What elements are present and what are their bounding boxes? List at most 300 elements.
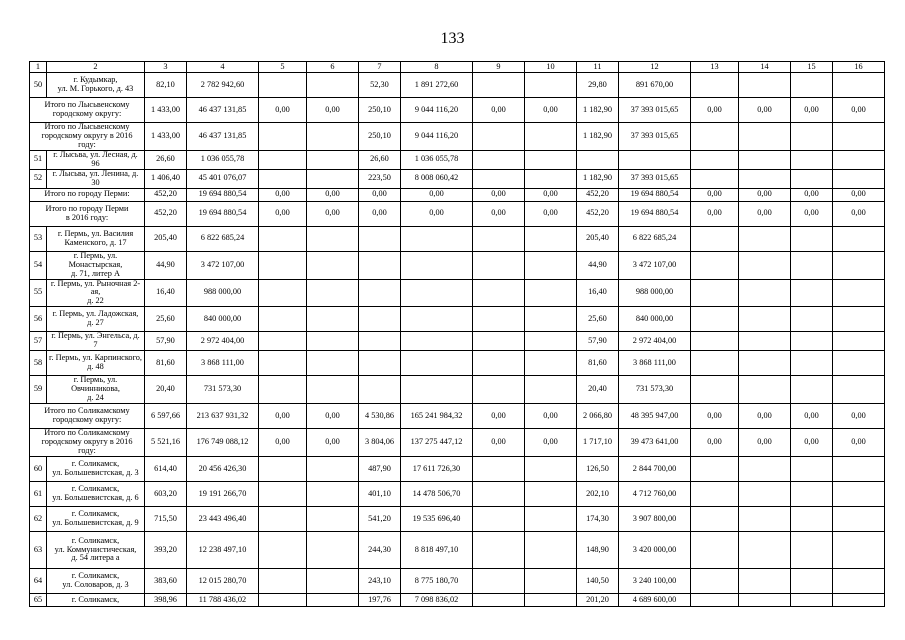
value-cell — [691, 150, 739, 169]
value-cell: 81,60 — [577, 351, 619, 376]
table-row — [30, 279, 885, 307]
value-cell — [473, 73, 525, 98]
value-cell — [473, 150, 525, 169]
value-cell: 0,00 — [739, 98, 791, 123]
value-cell — [359, 332, 401, 351]
value-cell — [525, 482, 577, 507]
row-number-cell: 61 — [30, 482, 47, 507]
value-cell — [833, 351, 885, 376]
value-cell — [739, 332, 791, 351]
value-cell — [739, 226, 791, 251]
row-number-cell: 51 — [30, 150, 47, 169]
value-cell: 23 443 496,40 — [187, 507, 259, 532]
value-cell — [259, 594, 307, 607]
value-cell — [307, 376, 359, 404]
value-cell: 16,40 — [577, 279, 619, 307]
value-cell — [791, 482, 833, 507]
value-cell — [833, 532, 885, 569]
value-cell — [473, 507, 525, 532]
row-number-cell: 60 — [30, 457, 47, 482]
value-cell — [833, 279, 885, 307]
value-cell: 393,20 — [145, 532, 187, 569]
value-cell — [833, 123, 885, 151]
value-cell — [791, 569, 833, 594]
value-cell: 243,10 — [359, 569, 401, 594]
value-cell: 0,00 — [791, 201, 833, 226]
value-cell — [833, 226, 885, 251]
header-cell: 7 — [359, 62, 401, 73]
address-cell: г. Соликамск, ул. Коммунистическая, д. 54 литера а — [47, 532, 145, 569]
value-cell — [791, 73, 833, 98]
value-cell — [791, 351, 833, 376]
value-cell: 1 406,40 — [145, 169, 187, 188]
value-cell — [791, 169, 833, 188]
value-cell: 46 437 131,85 — [187, 98, 259, 123]
address-cell: г. Лысьва, ул. Ленина, д. 30 — [47, 169, 145, 188]
value-cell: 2 844 700,00 — [619, 457, 691, 482]
value-cell — [259, 482, 307, 507]
value-cell — [739, 150, 791, 169]
value-cell — [791, 507, 833, 532]
value-cell — [525, 279, 577, 307]
address-cell: г. Пермь, ул. Монастырская, д. 71, литер А — [47, 251, 145, 279]
value-cell: 82,10 — [145, 73, 187, 98]
value-cell — [791, 123, 833, 151]
value-cell: 0,00 — [259, 404, 307, 429]
value-cell: 19 694 880,54 — [619, 201, 691, 226]
value-cell — [259, 251, 307, 279]
value-cell: 0,00 — [307, 404, 359, 429]
value-cell — [259, 307, 307, 332]
value-cell: 8 818 497,10 — [401, 532, 473, 569]
value-cell: 26,60 — [359, 150, 401, 169]
total-label-cell: Итого по Соликамскому городскому округу: — [30, 404, 145, 429]
value-cell — [307, 150, 359, 169]
page-number: 133 — [440, 30, 465, 47]
value-cell: 12 015 280,70 — [187, 569, 259, 594]
value-cell: 0,00 — [791, 98, 833, 123]
value-cell — [473, 123, 525, 151]
value-cell — [525, 251, 577, 279]
value-cell: 4 689 600,00 — [619, 594, 691, 607]
value-cell: 0,00 — [259, 201, 307, 226]
value-cell: 39 473 641,00 — [619, 429, 691, 457]
value-cell — [259, 226, 307, 251]
value-cell: 3 472 107,00 — [619, 251, 691, 279]
value-cell: 26,60 — [145, 150, 187, 169]
value-cell: 0,00 — [691, 98, 739, 123]
table-row — [30, 457, 885, 482]
table-row — [30, 507, 885, 532]
value-cell — [473, 169, 525, 188]
value-cell: 244,30 — [359, 532, 401, 569]
value-cell: 3 420 000,00 — [619, 532, 691, 569]
value-cell — [833, 376, 885, 404]
table-row — [30, 73, 885, 98]
value-cell: 48 395 947,00 — [619, 404, 691, 429]
value-cell: 19 694 880,54 — [619, 188, 691, 201]
value-cell — [833, 150, 885, 169]
value-cell — [525, 73, 577, 98]
value-cell — [577, 150, 619, 169]
value-cell: 731 573,30 — [619, 376, 691, 404]
value-cell — [307, 594, 359, 607]
value-cell — [401, 279, 473, 307]
value-cell: 0,00 — [525, 188, 577, 201]
value-cell: 6 822 685,24 — [187, 226, 259, 251]
header-row — [30, 62, 885, 73]
value-cell: 3 240 100,00 — [619, 569, 691, 594]
value-cell — [791, 457, 833, 482]
value-cell — [833, 457, 885, 482]
header-cell: 6 — [307, 62, 359, 73]
value-cell — [739, 457, 791, 482]
value-cell: 126,50 — [577, 457, 619, 482]
value-cell: 0,00 — [691, 188, 739, 201]
value-cell: 46 437 131,85 — [187, 123, 259, 151]
value-cell — [525, 594, 577, 607]
value-cell: 17 611 726,30 — [401, 457, 473, 482]
header-cell: 16 — [833, 62, 885, 73]
value-cell — [691, 376, 739, 404]
value-cell: 1 717,10 — [577, 429, 619, 457]
value-cell: 891 670,00 — [619, 73, 691, 98]
value-cell: 44,90 — [145, 251, 187, 279]
value-cell — [833, 169, 885, 188]
value-cell: 205,40 — [577, 226, 619, 251]
value-cell — [525, 569, 577, 594]
value-cell: 715,50 — [145, 507, 187, 532]
address-cell: г. Кудымкар, ул. М. Горького, д. 43 — [47, 73, 145, 98]
total-label-cell: Итого по Соликамскому городскому округу в 2016 году: — [30, 429, 145, 457]
value-cell — [739, 507, 791, 532]
value-cell: 2 972 404,00 — [619, 332, 691, 351]
value-cell: 0,00 — [791, 188, 833, 201]
value-cell — [691, 123, 739, 151]
value-cell: 731 573,30 — [187, 376, 259, 404]
row-number-cell: 57 — [30, 332, 47, 351]
data-table — [29, 61, 885, 607]
value-cell: 137 275 447,12 — [401, 429, 473, 457]
table-row — [30, 307, 885, 332]
value-cell: 20,40 — [145, 376, 187, 404]
table-row — [30, 351, 885, 376]
value-cell — [307, 251, 359, 279]
value-cell: 7 098 836,02 — [401, 594, 473, 607]
table-row — [30, 226, 885, 251]
value-cell — [691, 569, 739, 594]
value-cell — [739, 73, 791, 98]
value-cell — [525, 226, 577, 251]
value-cell — [359, 307, 401, 332]
value-cell — [691, 351, 739, 376]
value-cell: 148,90 — [577, 532, 619, 569]
value-cell: 603,20 — [145, 482, 187, 507]
value-cell: 57,90 — [577, 332, 619, 351]
value-cell: 452,20 — [577, 201, 619, 226]
table-row — [30, 429, 885, 457]
table-row — [30, 201, 885, 226]
value-cell: 52,30 — [359, 73, 401, 98]
value-cell — [307, 351, 359, 376]
table-row — [30, 376, 885, 404]
value-cell — [739, 532, 791, 569]
table-row — [30, 532, 885, 569]
table-row — [30, 332, 885, 351]
value-cell — [791, 150, 833, 169]
header-cell: 4 — [187, 62, 259, 73]
value-cell — [791, 332, 833, 351]
value-cell — [401, 251, 473, 279]
value-cell: 3 868 111,00 — [619, 351, 691, 376]
table-row — [30, 482, 885, 507]
value-cell — [307, 279, 359, 307]
value-cell — [791, 226, 833, 251]
value-cell — [259, 569, 307, 594]
value-cell — [359, 226, 401, 251]
total-label-cell: Итого по Лысьвенскому городскому округу: — [30, 98, 145, 123]
value-cell — [525, 123, 577, 151]
value-cell: 6 822 685,24 — [619, 226, 691, 251]
table-row — [30, 150, 885, 169]
value-cell: 3 804,06 — [359, 429, 401, 457]
value-cell: 988 000,00 — [619, 279, 691, 307]
value-cell — [791, 532, 833, 569]
value-cell — [473, 332, 525, 351]
value-cell: 840 000,00 — [619, 307, 691, 332]
row-number-cell: 56 — [30, 307, 47, 332]
value-cell: 0,00 — [307, 429, 359, 457]
address-cell: г. Пермь, ул. Рыночная 2-ая, д. 22 — [47, 279, 145, 307]
value-cell — [259, 351, 307, 376]
value-cell — [525, 457, 577, 482]
value-cell — [401, 226, 473, 251]
total-label-cell: Итого по городу Перми: — [30, 188, 145, 201]
value-cell: 0,00 — [739, 188, 791, 201]
value-cell: 1 182,90 — [577, 169, 619, 188]
value-cell: 0,00 — [739, 404, 791, 429]
address-cell: г. Пермь, ул. Энгельса, д. 7 — [47, 332, 145, 351]
value-cell: 8 008 060,42 — [401, 169, 473, 188]
address-cell: г. Лысьва, ул. Лесная, д. 96 — [47, 150, 145, 169]
table-row — [30, 98, 885, 123]
value-cell — [259, 150, 307, 169]
value-cell — [739, 482, 791, 507]
value-cell: 0,00 — [473, 98, 525, 123]
value-cell — [525, 532, 577, 569]
header-cell: 3 — [145, 62, 187, 73]
value-cell: 452,20 — [577, 188, 619, 201]
value-cell: 19 694 880,54 — [187, 201, 259, 226]
value-cell — [791, 307, 833, 332]
header-cell: 13 — [691, 62, 739, 73]
value-cell: 0,00 — [359, 201, 401, 226]
value-cell: 0,00 — [473, 201, 525, 226]
value-cell — [473, 532, 525, 569]
value-cell: 0,00 — [525, 429, 577, 457]
value-cell — [833, 507, 885, 532]
row-number-cell: 65 — [30, 594, 47, 607]
value-cell: 0,00 — [691, 404, 739, 429]
table-row — [30, 123, 885, 151]
value-cell: 0,00 — [259, 188, 307, 201]
value-cell: 0,00 — [691, 201, 739, 226]
value-cell: 37 393 015,65 — [619, 123, 691, 151]
value-cell — [691, 73, 739, 98]
value-cell: 20 456 426,30 — [187, 457, 259, 482]
value-cell — [307, 123, 359, 151]
value-cell: 614,40 — [145, 457, 187, 482]
value-cell — [833, 594, 885, 607]
table-row — [30, 594, 885, 607]
value-cell: 213 637 931,32 — [187, 404, 259, 429]
value-cell — [259, 169, 307, 188]
value-cell — [473, 251, 525, 279]
value-cell — [525, 351, 577, 376]
value-cell: 0,00 — [739, 429, 791, 457]
header-cell: 15 — [791, 62, 833, 73]
value-cell — [833, 307, 885, 332]
value-cell — [525, 169, 577, 188]
value-cell: 140,50 — [577, 569, 619, 594]
table-row — [30, 569, 885, 594]
row-number-cell: 50 — [30, 73, 47, 98]
header-cell: 5 — [259, 62, 307, 73]
value-cell — [401, 351, 473, 376]
table-row — [30, 169, 885, 188]
row-number-cell: 53 — [30, 226, 47, 251]
value-cell — [307, 307, 359, 332]
value-cell — [525, 376, 577, 404]
value-cell — [307, 507, 359, 532]
header-cell: 12 — [619, 62, 691, 73]
value-cell: 19 694 880,54 — [187, 188, 259, 201]
value-cell — [833, 251, 885, 279]
value-cell — [691, 169, 739, 188]
value-cell: 6 597,66 — [145, 404, 187, 429]
header-cell: 1 — [30, 62, 47, 73]
value-cell — [401, 307, 473, 332]
value-cell: 25,60 — [145, 307, 187, 332]
value-cell — [739, 594, 791, 607]
address-cell: г. Соликамск, ул. Большевистская, д. 3 — [47, 457, 145, 482]
value-cell — [259, 532, 307, 569]
value-cell — [739, 169, 791, 188]
value-cell — [401, 332, 473, 351]
value-cell — [739, 123, 791, 151]
value-cell: 0,00 — [525, 98, 577, 123]
value-cell: 487,90 — [359, 457, 401, 482]
value-cell — [473, 457, 525, 482]
value-cell: 401,10 — [359, 482, 401, 507]
value-cell: 81,60 — [145, 351, 187, 376]
value-cell — [525, 307, 577, 332]
value-cell — [473, 279, 525, 307]
value-cell — [791, 594, 833, 607]
value-cell — [307, 73, 359, 98]
value-cell: 29,80 — [577, 73, 619, 98]
value-cell — [619, 150, 691, 169]
value-cell: 0,00 — [833, 188, 885, 201]
value-cell — [259, 507, 307, 532]
value-cell: 250,10 — [359, 123, 401, 151]
row-number-cell: 55 — [30, 279, 47, 307]
total-label-cell: Итого по Лысьвенскому городскому округу в 2016 году: — [30, 123, 145, 151]
value-cell — [525, 150, 577, 169]
value-cell — [359, 376, 401, 404]
address-cell: г. Соликамск, ул. Большевистская, д. 6 — [47, 482, 145, 507]
header-cell: 8 — [401, 62, 473, 73]
address-cell: г. Соликамск, ул. Соловаров, д. 3 — [47, 569, 145, 594]
table-row — [30, 188, 885, 201]
value-cell — [833, 482, 885, 507]
value-cell — [259, 332, 307, 351]
value-cell — [259, 457, 307, 482]
value-cell — [691, 507, 739, 532]
value-cell — [691, 279, 739, 307]
value-cell: 0,00 — [833, 404, 885, 429]
value-cell: 197,76 — [359, 594, 401, 607]
value-cell — [739, 351, 791, 376]
value-cell: 1 182,90 — [577, 123, 619, 151]
value-cell — [307, 457, 359, 482]
value-cell — [473, 307, 525, 332]
value-cell: 0,00 — [307, 201, 359, 226]
value-cell: 4 530,86 — [359, 404, 401, 429]
value-cell: 205,40 — [145, 226, 187, 251]
value-cell: 0,00 — [833, 201, 885, 226]
value-cell: 3 472 107,00 — [187, 251, 259, 279]
value-cell — [739, 569, 791, 594]
value-cell: 0,00 — [791, 429, 833, 457]
value-cell: 1 036 055,78 — [401, 150, 473, 169]
address-cell: г. Соликамск, — [47, 594, 145, 607]
value-cell: 1 182,90 — [577, 98, 619, 123]
value-cell: 452,20 — [145, 188, 187, 201]
value-cell: 0,00 — [691, 429, 739, 457]
value-cell — [307, 569, 359, 594]
value-cell: 541,20 — [359, 507, 401, 532]
value-cell: 0,00 — [833, 429, 885, 457]
value-cell — [473, 351, 525, 376]
row-number-cell: 54 — [30, 251, 47, 279]
value-cell: 8 775 180,70 — [401, 569, 473, 594]
value-cell: 0,00 — [739, 201, 791, 226]
value-cell: 25,60 — [577, 307, 619, 332]
value-cell: 988 000,00 — [187, 279, 259, 307]
value-cell: 398,96 — [145, 594, 187, 607]
value-cell: 9 044 116,20 — [401, 123, 473, 151]
value-cell — [259, 376, 307, 404]
header-cell: 2 — [47, 62, 145, 73]
value-cell: 202,10 — [577, 482, 619, 507]
header-cell: 9 — [473, 62, 525, 73]
value-cell: 174,30 — [577, 507, 619, 532]
value-cell: 0,00 — [833, 98, 885, 123]
value-cell — [307, 332, 359, 351]
value-cell — [739, 376, 791, 404]
value-cell: 0,00 — [307, 98, 359, 123]
value-cell: 0,00 — [473, 429, 525, 457]
row-number-cell: 64 — [30, 569, 47, 594]
value-cell: 0,00 — [359, 188, 401, 201]
value-cell — [791, 376, 833, 404]
value-cell — [691, 332, 739, 351]
value-cell — [259, 279, 307, 307]
value-cell: 840 000,00 — [187, 307, 259, 332]
value-cell: 0,00 — [259, 98, 307, 123]
value-cell: 3 907 800,00 — [619, 507, 691, 532]
